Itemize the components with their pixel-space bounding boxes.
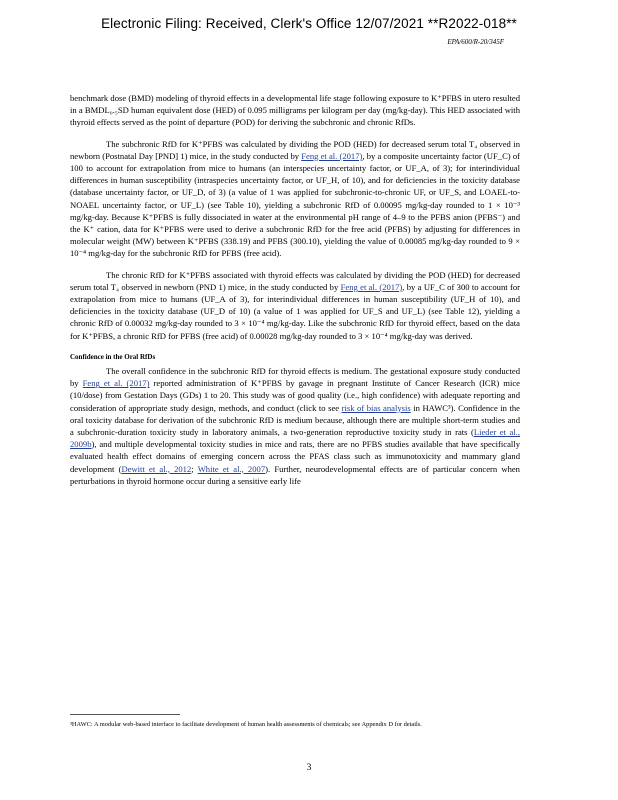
citation-link-feng-2017[interactable]: Feng et al. (2017) xyxy=(340,281,403,292)
paragraph-text: in HAWC³). Confidence in the oral toxicity database for derivation of the subchronic RfD is medium because, although there are multiple short-term studies and a subchronic-duration toxicity study in laboratory animals, a two-generation reproductive toxicity study in rats ( xyxy=(70,402,520,438)
paragraph-text: The subchronic RfD for K⁺PFBS was calculated by dividing the POD (HED) for decreased serum total T₄ observed in newborn (Postnatal Day [PND] 1) mice, in the study conducted by xyxy=(70,138,520,161)
paragraph-text: , by a UF_C of 300 to account for extrapolation from mice to humans (UF_A of 3), for interindividual differences in human susceptibility (UF_H of 10), and deficiencies in the toxicity database (UF_D of 10) (a value of 1 was applied for UF_S and UF_L) (see Table 12), yielding a chronic RfD of 0.00032 mg/kg-day rounded to 3 × 10⁻⁴ mg/kg-day. Like the subchronic RfD for thyroid effect, based on the data for K⁺PFBS, a chronic RfD for PFBS (free acid) of 0.00028 mg/kg-day rounded to 3 × 10⁻⁴ mg/kg-day was derived. xyxy=(70,281,520,341)
paragraph-text: ). Further, neurodevelopmental effects are of particular concern when perturbations in thyroid hormone occur during a sensitive early life xyxy=(70,463,520,486)
paragraph-text: ), and multiple developmental toxicity studies in mice and rats, there are no PFBS studies available that have specifically evaluated health effect domains of emerging concern across the PFAS class such as immunotoxicity and mammary gland development ( xyxy=(70,439,520,474)
paragraph-chronic-rfd xyxy=(70,269,520,342)
paragraph-text: reported administration of K⁺PFBS by gavage in pregnant Institute of Cancer Research (ICR) mice (10/dose) from Gestation Days (GDs) 1 to 20. This study was of good quality (i.e., high confidence) with adequate reporting and consideration of appropriate study design, methods, and conduct (click to see xyxy=(70,378,520,413)
paragraph-subchronic-rfd xyxy=(70,138,520,260)
paragraph-bmd-modeling: benchmark dose (BMD) modeling of thyroid effects in a developmental life stage following exposure to K⁺PFBS in utero resulted in a BMDL₀.₅SD human equivalent dose (HED) of 0.095 milligrams per kilogram per day (mg/kg-day). This HED associated with thyroid effects served as the point of departure (POD) for deriving the subchronic and chronic RfDs. xyxy=(70,93,520,128)
filing-stamp: Electronic Filing: Received, Clerk's Office 12/07/2021 **R2022-018** xyxy=(101,16,517,31)
document-body xyxy=(70,92,520,496)
paragraph-confidence xyxy=(70,365,520,487)
paragraph-text: The chronic RfD for K⁺PFBS associated with thyroid effects was calculated by dividing the POD (HED) for decreased serum total T₄ observed in newborn (PND 1) mice, in the study conducted by xyxy=(70,269,520,292)
citation-link-dewitt-2012[interactable]: Dewitt et al., 2012 xyxy=(121,463,192,474)
citation-link-lieder-2009b[interactable]: Lieder et al., 2009b xyxy=(70,427,520,450)
footnote-divider xyxy=(70,714,180,715)
document-id: EPA/600/R-20/345F xyxy=(447,38,504,46)
risk-of-bias-link[interactable]: risk of bias analysis xyxy=(341,402,411,413)
section-heading: Confidence in the Oral RfDs xyxy=(70,352,156,361)
paragraph-text: , by a composite uncertainty factor (UF_C) of 100 to account for extrapolation from mice to humans (an interspecies uncertainty factor, or UF_A, of 3); for interindividual differences in human susceptibility (intraspecies uncertainty factor, or UF_H, of 10), and for deficiencies in the toxicity database (database uncertainty factor, or UF_D, of 3) (a value of 1 was applied for subchronic-to-chronic UF, or UF_S, and LOAEL-to-NOAEL uncertainty factor, or UF_L) (see Table 10), yielding a subchronic RfD of 0.00095 mg/kg-day rounded to 1 × 10⁻³ mg/kg-day. Because K⁺PFBS is fully dissociated in water at the environmental pH range of 4–9 to the PFBS anion (PFBS⁻) and the K⁺ cation, data for K⁺PFBS were used to derive a subchronic RfD for the free acid (PFBS) by adjusting for differences in molecular weight (MW) between K⁺PFBS (338.19) and PFBS (300.10), yielding the value of 0.00085 mg/kg-day rounded to 9 × 10⁻⁴ mg/kg-day for the subchronic RfD for PFBS (free acid). xyxy=(70,150,520,259)
page-number: 3 xyxy=(306,763,312,773)
citation-link-feng-2017[interactable]: Feng et al. (2017) xyxy=(82,378,150,389)
paragraph-text: The overall confidence in the subchronic RfD for thyroid effects is medium. The gestational exposure study conducted by xyxy=(70,366,520,389)
footnote-hawc: ³HAWC: A modular web-based interface to facilitate development of human health assessments of chemicals; see Appendix D for details. xyxy=(70,721,422,728)
citation-separator: ; xyxy=(191,463,198,474)
citation-link-feng-2017[interactable]: Feng et al. (2017) xyxy=(301,150,363,161)
citation-link-white-2007[interactable]: White et al., 2007 xyxy=(197,463,266,474)
